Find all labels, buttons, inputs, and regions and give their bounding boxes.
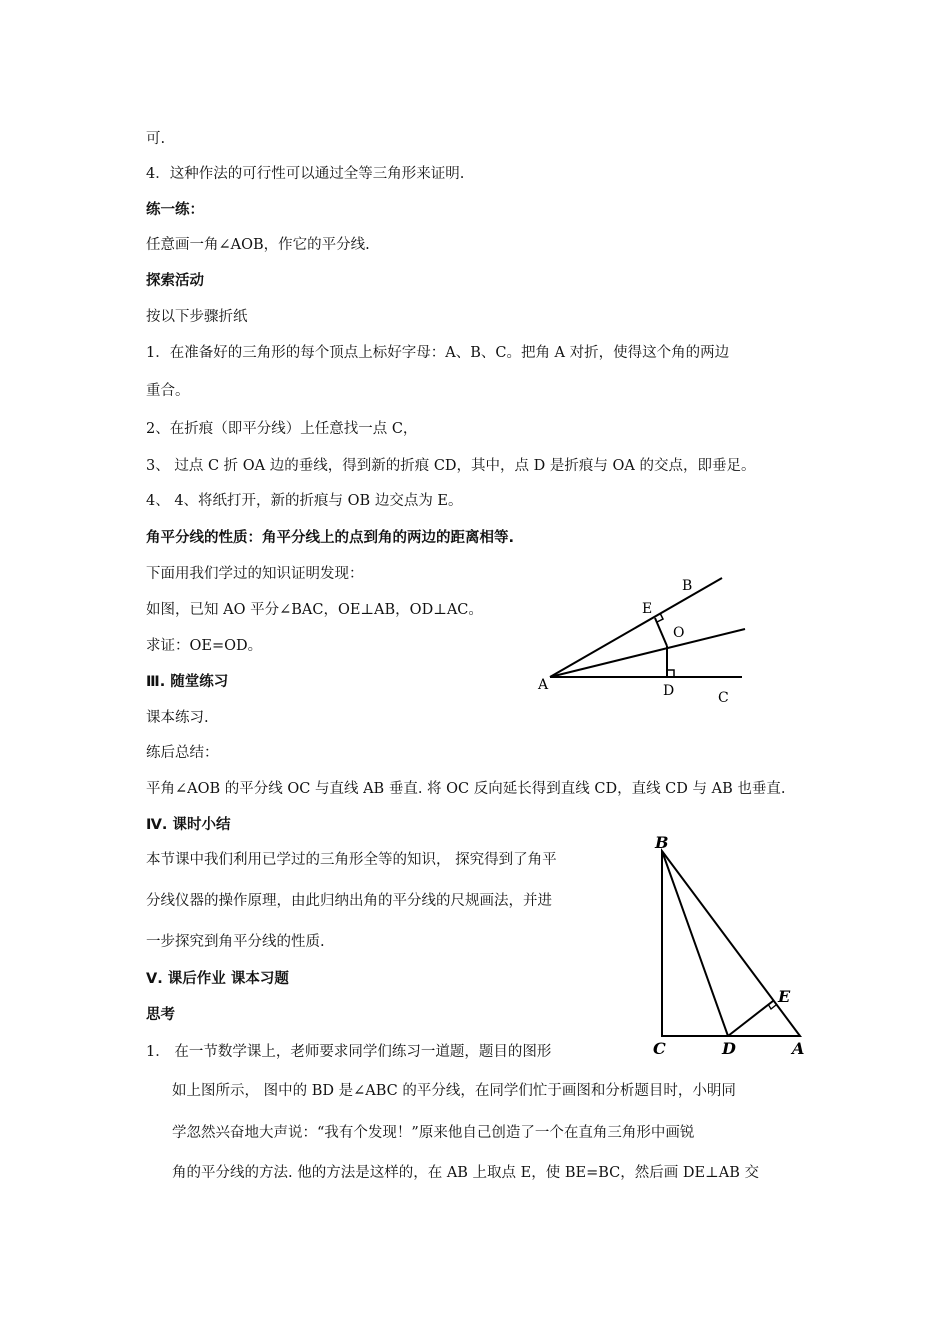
triangle-abc xyxy=(662,851,800,1036)
heading-think: 思考 xyxy=(146,1007,175,1023)
text-line-2: 4．这种作法的可行性可以通过全等三角形来证明. xyxy=(146,166,465,182)
heading-summary: Ⅳ. 课时小结 xyxy=(146,817,231,833)
heading-explore: 探索活动 xyxy=(146,273,204,289)
label-d: D xyxy=(663,683,675,699)
text-line-23: 一步探究到角平分线的性质. xyxy=(146,934,325,950)
text-line-18: 练后总结： xyxy=(146,745,219,761)
text-line-19: 平角∠AOB 的平分线 OC 与直线 AB 垂直. 将 OC 反向延长得到直线 CD，直线 CD 与 AB 也垂直. xyxy=(146,781,786,797)
text-line-15: 求证：OE=OD。 xyxy=(146,638,263,654)
label-a: A xyxy=(792,1039,805,1058)
ray-ao xyxy=(550,629,745,677)
text-line-21: 本节课中我们利用已学过的三角形全等的知识， 探究得到了角平 xyxy=(146,852,557,868)
ray-ab xyxy=(550,578,722,677)
label-c: C xyxy=(718,690,729,706)
segment-bd xyxy=(662,851,728,1036)
label-d: D xyxy=(722,1039,736,1058)
text-line-6: 按以下步骤折纸 xyxy=(146,309,248,325)
label-a: A xyxy=(538,677,549,693)
label-o: O xyxy=(673,625,685,641)
text-line-8: 重合。 xyxy=(146,383,190,399)
text-line-10: 3、 过点 C 折 OA 边的垂线，得到新的折痕 CD，其中，点 D 是折痕与 OA 的交点，即垂足。 xyxy=(146,458,756,474)
text-line-1: 可. xyxy=(146,131,166,147)
heading-homework: Ⅴ. 课后作业 课本习题 xyxy=(146,971,289,987)
text-line-11: 4、 4、将纸打开，新的折痕与 OB 边交点为 E。 xyxy=(146,493,463,509)
label-b: B xyxy=(682,578,693,594)
text-line-29: 角的平分线的方法. 他的方法是这样的，在 AB 上取点 E，使 BE=BC，然后画 DE⊥AB 交 xyxy=(172,1165,759,1181)
heading-property: 角平分线的性质：角平分线上的点到角的两边的距离相等. xyxy=(146,530,515,546)
heading-practice: 练一练： xyxy=(146,202,204,218)
text-line-22: 分线仪器的操作原理，由此归纳出角的平分线的尺规画法，并进 xyxy=(146,893,552,909)
text-line-9: 2、在折痕（即平分线）上任意找一点 C， xyxy=(146,421,418,437)
text-line-27: 如上图所示， 图中的 BD 是∠ABC 的平分线，在同学们忙于画图和分析题目时，小明同 xyxy=(172,1083,736,1099)
label-e: E xyxy=(778,987,791,1006)
heading-exercise: Ⅲ. 随堂练习 xyxy=(146,674,229,690)
text-line-26: 1． 在一节数学课上，老师要求同学们练习一道题，题目的图形 xyxy=(146,1044,552,1060)
segment-oe xyxy=(655,618,667,646)
text-line-14: 如图，已知 AO 平分∠BAC，OE⊥AB，OD⊥AC。 xyxy=(146,602,483,618)
label-c: C xyxy=(653,1039,666,1058)
angle-bisector-figure xyxy=(530,570,760,710)
right-angle-mark-d xyxy=(667,670,674,677)
label-b: B xyxy=(655,833,669,852)
text-line-13: 下面用我们学过的知识证明发现： xyxy=(146,566,364,582)
right-angle-mark-e xyxy=(768,1004,776,1009)
label-e: E xyxy=(642,601,653,617)
text-line-7: 1．在准备好的三角形的每个顶点上标好字母：A、B、C。把角 A 对折，使得这个角的两边 xyxy=(146,345,730,361)
text-line-4: 任意画一角∠AOB，作它的平分线. xyxy=(146,237,370,253)
segment-de xyxy=(728,1001,773,1036)
text-line-28: 学忽然兴奋地大声说：“我有个发现！”原来他自己创造了一个在直角三角形中画锐 xyxy=(172,1125,695,1141)
text-line-17: 课本练习. xyxy=(146,710,209,726)
right-triangle-figure xyxy=(645,830,820,1060)
